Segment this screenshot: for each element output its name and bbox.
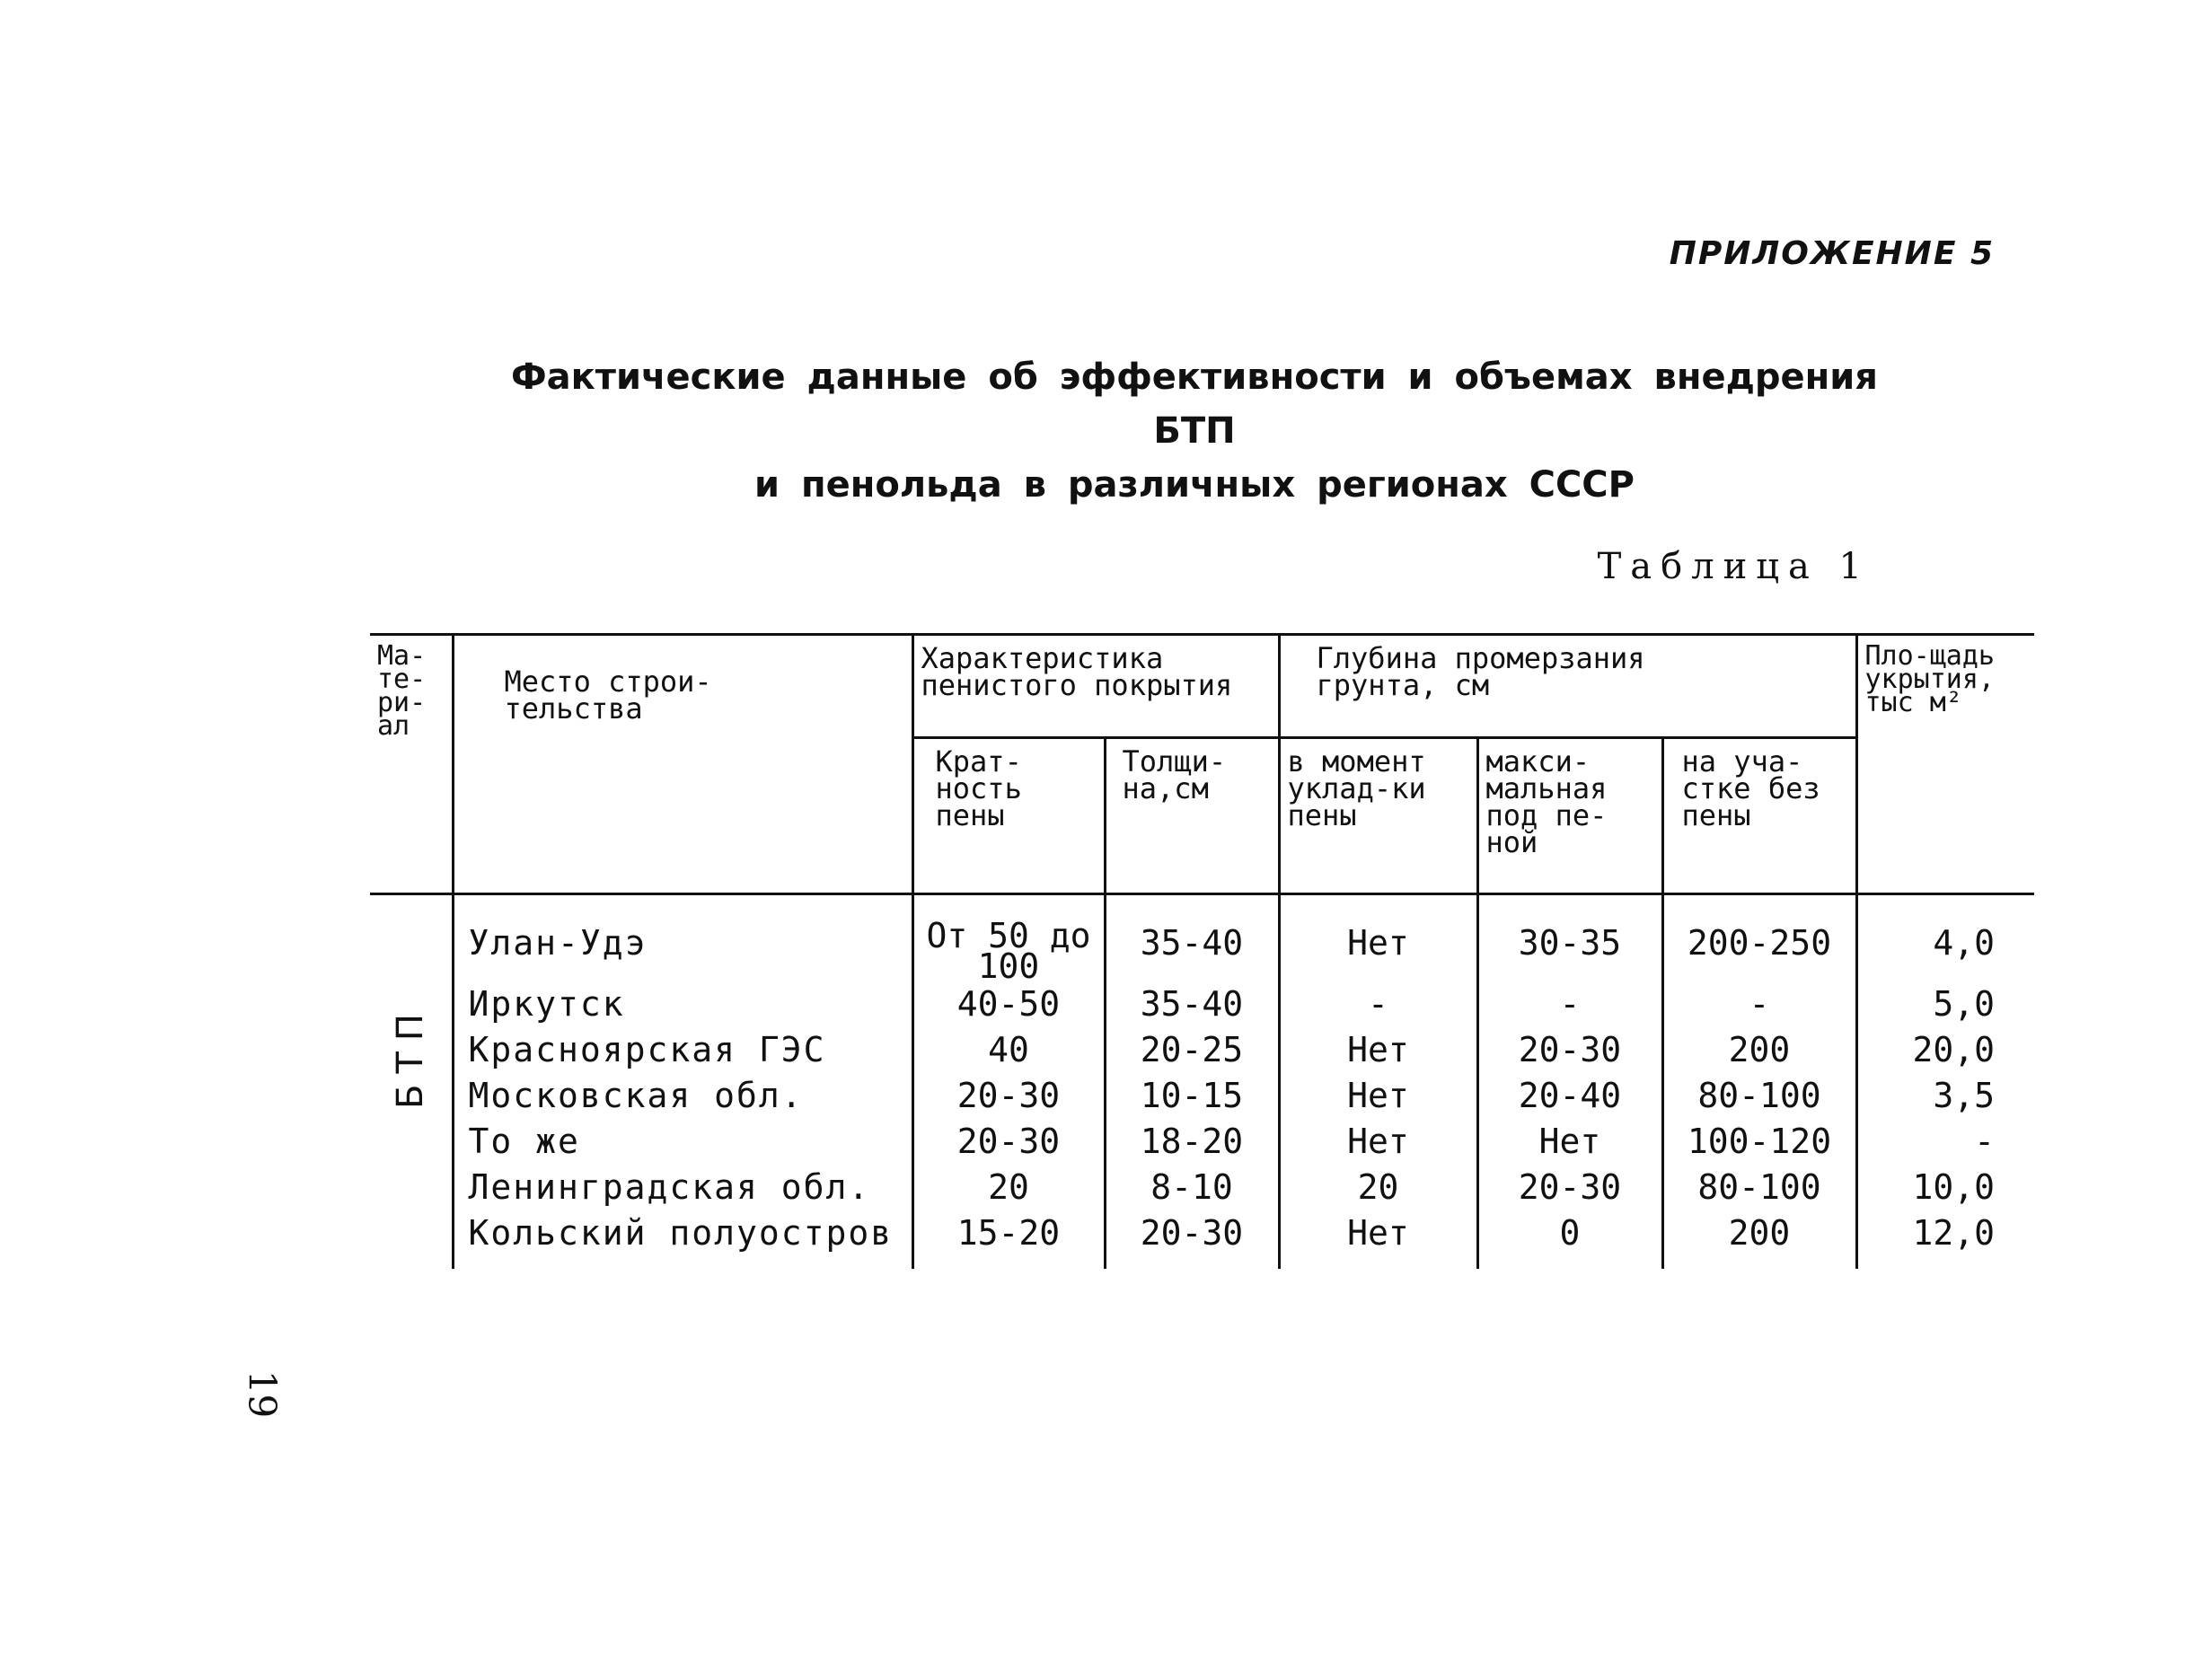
cell-no-foam: 200 (1662, 1027, 1856, 1073)
cell-thickness: 18-20 (1105, 1119, 1279, 1165)
cell-at-laying: 20 (1279, 1165, 1477, 1210)
header-thickness: Толщи-на,см (1105, 738, 1279, 894)
title-line-1: Фактические данные об эффективности и объемах внедрения БТП (511, 356, 1878, 452)
cell-area: 12,0 (1856, 1210, 2034, 1269)
header-no-foam: на уча-стке без пены (1662, 738, 1856, 894)
cell-area: 10,0 (1856, 1165, 2034, 1210)
cell-thickness: 10-15 (1105, 1073, 1279, 1119)
header-area: Пло-щадь укрытия, тыс м² (1856, 635, 2034, 894)
cell-at-laying: Нет (1279, 894, 1477, 982)
cell-thickness: 20-25 (1105, 1027, 1279, 1073)
cell-area: 3,5 (1856, 1073, 2034, 1119)
table-row (370, 1073, 2034, 1119)
table-row (370, 1165, 2034, 1210)
cell-at-laying: Нет (1279, 1119, 1477, 1165)
cell-no-foam: 80-100 (1662, 1073, 1856, 1119)
cell-max-under: Нет (1477, 1119, 1662, 1165)
cell-place: Иркутск (453, 981, 912, 1027)
cell-multiplicity: 20-30 (912, 1119, 1105, 1165)
cell-area: 20,0 (1856, 1027, 2034, 1073)
appendix-label: ПРИЛОЖЕНИЕ 5 (1669, 235, 1995, 272)
material-label: БТП (390, 1003, 431, 1109)
table-row (370, 981, 2034, 1027)
header-material: Ма-те-ри-ал (370, 635, 453, 894)
cell-thickness: 35-40 (1105, 981, 1279, 1027)
cell-place: Кольский полуостров (453, 1210, 912, 1269)
cell-multiplicity-text: От 50 до 100 (926, 916, 1091, 986)
header-multiplicity: Крат-ность пены (912, 738, 1105, 894)
cell-no-foam: 80-100 (1662, 1165, 1856, 1210)
table-row (370, 894, 2034, 982)
cell-thickness: 35-40 (1105, 894, 1279, 982)
cell-place: Московская обл. (453, 1073, 912, 1119)
cell-area: - (1856, 1119, 2034, 1165)
table-row (370, 1119, 2034, 1165)
cell-max-under: 20-30 (1477, 1165, 1662, 1210)
header-max-under: макси-мальная под пе-ной (1477, 738, 1662, 894)
cell-multiplicity: 20 (912, 1165, 1105, 1210)
cell-place: Ленинградская обл. (453, 1165, 912, 1210)
cell-no-foam: - (1662, 981, 1856, 1027)
cell-place: То же (453, 1119, 912, 1165)
cell-no-foam: 200-250 (1662, 894, 1856, 982)
title-line-2: и пенольда в различных регионах СССР (754, 464, 1635, 506)
cell-multiplicity: 15-20 (912, 1210, 1105, 1269)
header-foam-group: Характеристика пенистого покрытия (912, 635, 1279, 738)
cell-at-laying: Нет (1279, 1027, 1477, 1073)
cell-max-under: 20-40 (1477, 1073, 1662, 1119)
cell-max-under: - (1477, 981, 1662, 1027)
material-cell (370, 894, 453, 1270)
cell-multiplicity: 40 (912, 1027, 1105, 1073)
cell-area: 5,0 (1856, 981, 2034, 1027)
cell-multiplicity: 20-30 (912, 1073, 1105, 1119)
cell-at-laying: Нет (1279, 1073, 1477, 1119)
cell-max-under: 0 (1477, 1210, 1662, 1269)
header-freeze-group: Глубина промерзания грунта, см (1279, 635, 1856, 738)
table-row (370, 1027, 2034, 1073)
page-number: 19 (240, 1369, 285, 1419)
header-at-laying: в момент уклад-ки пены (1279, 738, 1477, 894)
cell-multiplicity (912, 894, 1105, 986)
cell-max-under: 30-35 (1477, 894, 1662, 982)
table-label: Таблица 1 (1597, 546, 1871, 587)
cell-at-laying: Нет (1279, 1210, 1477, 1269)
data-table (370, 633, 2034, 1269)
cell-thickness: 20-30 (1105, 1210, 1279, 1269)
cell-place: Улан-Удэ (453, 894, 912, 982)
cell-no-foam: 200 (1662, 1210, 1856, 1269)
cell-max-under: 20-30 (1477, 1027, 1662, 1073)
cell-multiplicity: 40-50 (912, 981, 1105, 1027)
cell-place: Красноярская ГЭС (453, 1027, 912, 1073)
document-title (503, 350, 1886, 512)
cell-thickness: 8-10 (1105, 1165, 1279, 1210)
header-place: Место строи-тельства (453, 635, 912, 894)
table-row (370, 1210, 2034, 1269)
cell-no-foam: 100-120 (1662, 1119, 1856, 1165)
cell-area: 4,0 (1856, 894, 2034, 982)
cell-at-laying: - (1279, 981, 1477, 1027)
